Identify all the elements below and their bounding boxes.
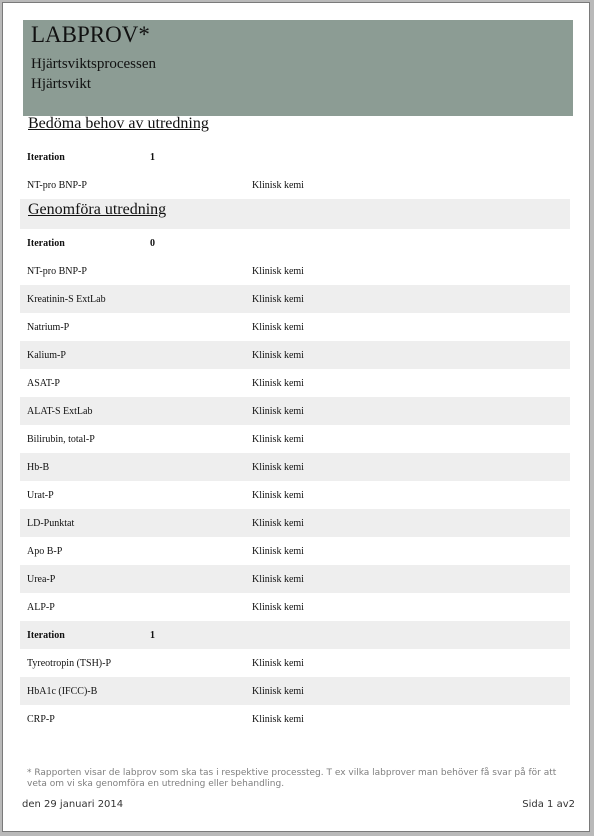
report-date: den 29 januari 2014: [22, 799, 124, 810]
test-row: [20, 565, 570, 593]
iteration-value: 1: [150, 629, 155, 641]
test-lab: Klinisk kemi: [252, 713, 304, 725]
test-row: [20, 285, 570, 313]
test-lab: Klinisk kemi: [252, 517, 304, 529]
test-lab: Klinisk kemi: [252, 265, 304, 277]
page-number: Sida 1 av2: [522, 799, 575, 810]
iteration-label: Iteration: [27, 151, 65, 163]
test-name: Tyreotropin (TSH)-P: [27, 657, 112, 669]
test-name: Apo B-P: [27, 545, 63, 557]
test-lab: Klinisk kemi: [252, 657, 304, 669]
test-lab: Klinisk kemi: [252, 545, 304, 557]
test-name: CRP-P: [27, 713, 55, 725]
test-row: [20, 481, 570, 509]
test-row: [20, 509, 570, 537]
test-lab: Klinisk kemi: [252, 321, 304, 333]
test-name: ALP-P: [27, 601, 55, 613]
test-row: [20, 453, 570, 481]
report-title: LABPROV*: [31, 22, 150, 47]
iteration-value: 1: [150, 151, 155, 163]
test-lab: Klinisk kemi: [252, 489, 304, 501]
test-lab: Klinisk kemi: [252, 433, 304, 445]
diagnosis-name: Hjärtsvikt: [31, 76, 91, 92]
iteration-label: Iteration: [27, 629, 65, 641]
test-lab: Klinisk kemi: [252, 349, 304, 361]
test-name: Bilirubin, total-P: [27, 433, 95, 445]
iteration-row: [20, 621, 570, 649]
report-header: [23, 20, 573, 116]
test-row: [20, 537, 570, 565]
test-lab: Klinisk kemi: [252, 377, 304, 389]
test-row: [20, 425, 570, 453]
test-row: [20, 397, 570, 425]
test-lab: Klinisk kemi: [252, 573, 304, 585]
test-row: [20, 649, 570, 677]
test-name: HbA1c (IFCC)-B: [27, 685, 98, 697]
test-name: ALAT-S ExtLab: [27, 405, 93, 417]
iteration-label: Iteration: [27, 237, 65, 249]
test-row: [20, 705, 570, 733]
test-row: [20, 341, 570, 369]
test-name: Urat-P: [27, 489, 54, 501]
test-lab: Klinisk kemi: [252, 293, 304, 305]
process-name: Hjärtsviktsprocessen: [31, 56, 156, 72]
test-lab: Klinisk kemi: [252, 405, 304, 417]
test-row: [20, 593, 570, 621]
test-row: [20, 313, 570, 341]
iteration-row: [20, 229, 570, 257]
section-heading: Genomföra utredning: [20, 199, 570, 229]
iteration-row: [20, 143, 570, 171]
footer-note: * Rapporten visar de labprov som ska tas i respektive processteg. T ex vilka labprover man behöver få svar på för att veta om vi ska genomföra en utredning eller behandling.: [27, 768, 557, 789]
report-content: [20, 113, 570, 733]
test-row: [20, 369, 570, 397]
test-name: Kreatinin-S ExtLab: [27, 293, 106, 305]
test-row: [20, 171, 570, 199]
test-row: [20, 677, 570, 705]
test-name: LD-Punktat: [27, 517, 75, 529]
test-name: Hb-B: [27, 461, 50, 473]
test-name: NT-pro BNP-P: [27, 179, 87, 191]
test-lab: Klinisk kemi: [252, 685, 304, 697]
test-lab: Klinisk kemi: [252, 461, 304, 473]
test-name: Kalium-P: [27, 349, 66, 361]
test-name: ASAT-P: [27, 377, 60, 389]
iteration-value: 0: [150, 237, 155, 249]
section-heading: Bedöma behov av utredning: [28, 115, 209, 132]
test-name: Natrium-P: [27, 321, 70, 333]
test-lab: Klinisk kemi: [252, 179, 304, 191]
test-row: [20, 257, 570, 285]
test-name: Urea-P: [27, 573, 56, 585]
test-name: NT-pro BNP-P: [27, 265, 87, 277]
test-lab: Klinisk kemi: [252, 601, 304, 613]
